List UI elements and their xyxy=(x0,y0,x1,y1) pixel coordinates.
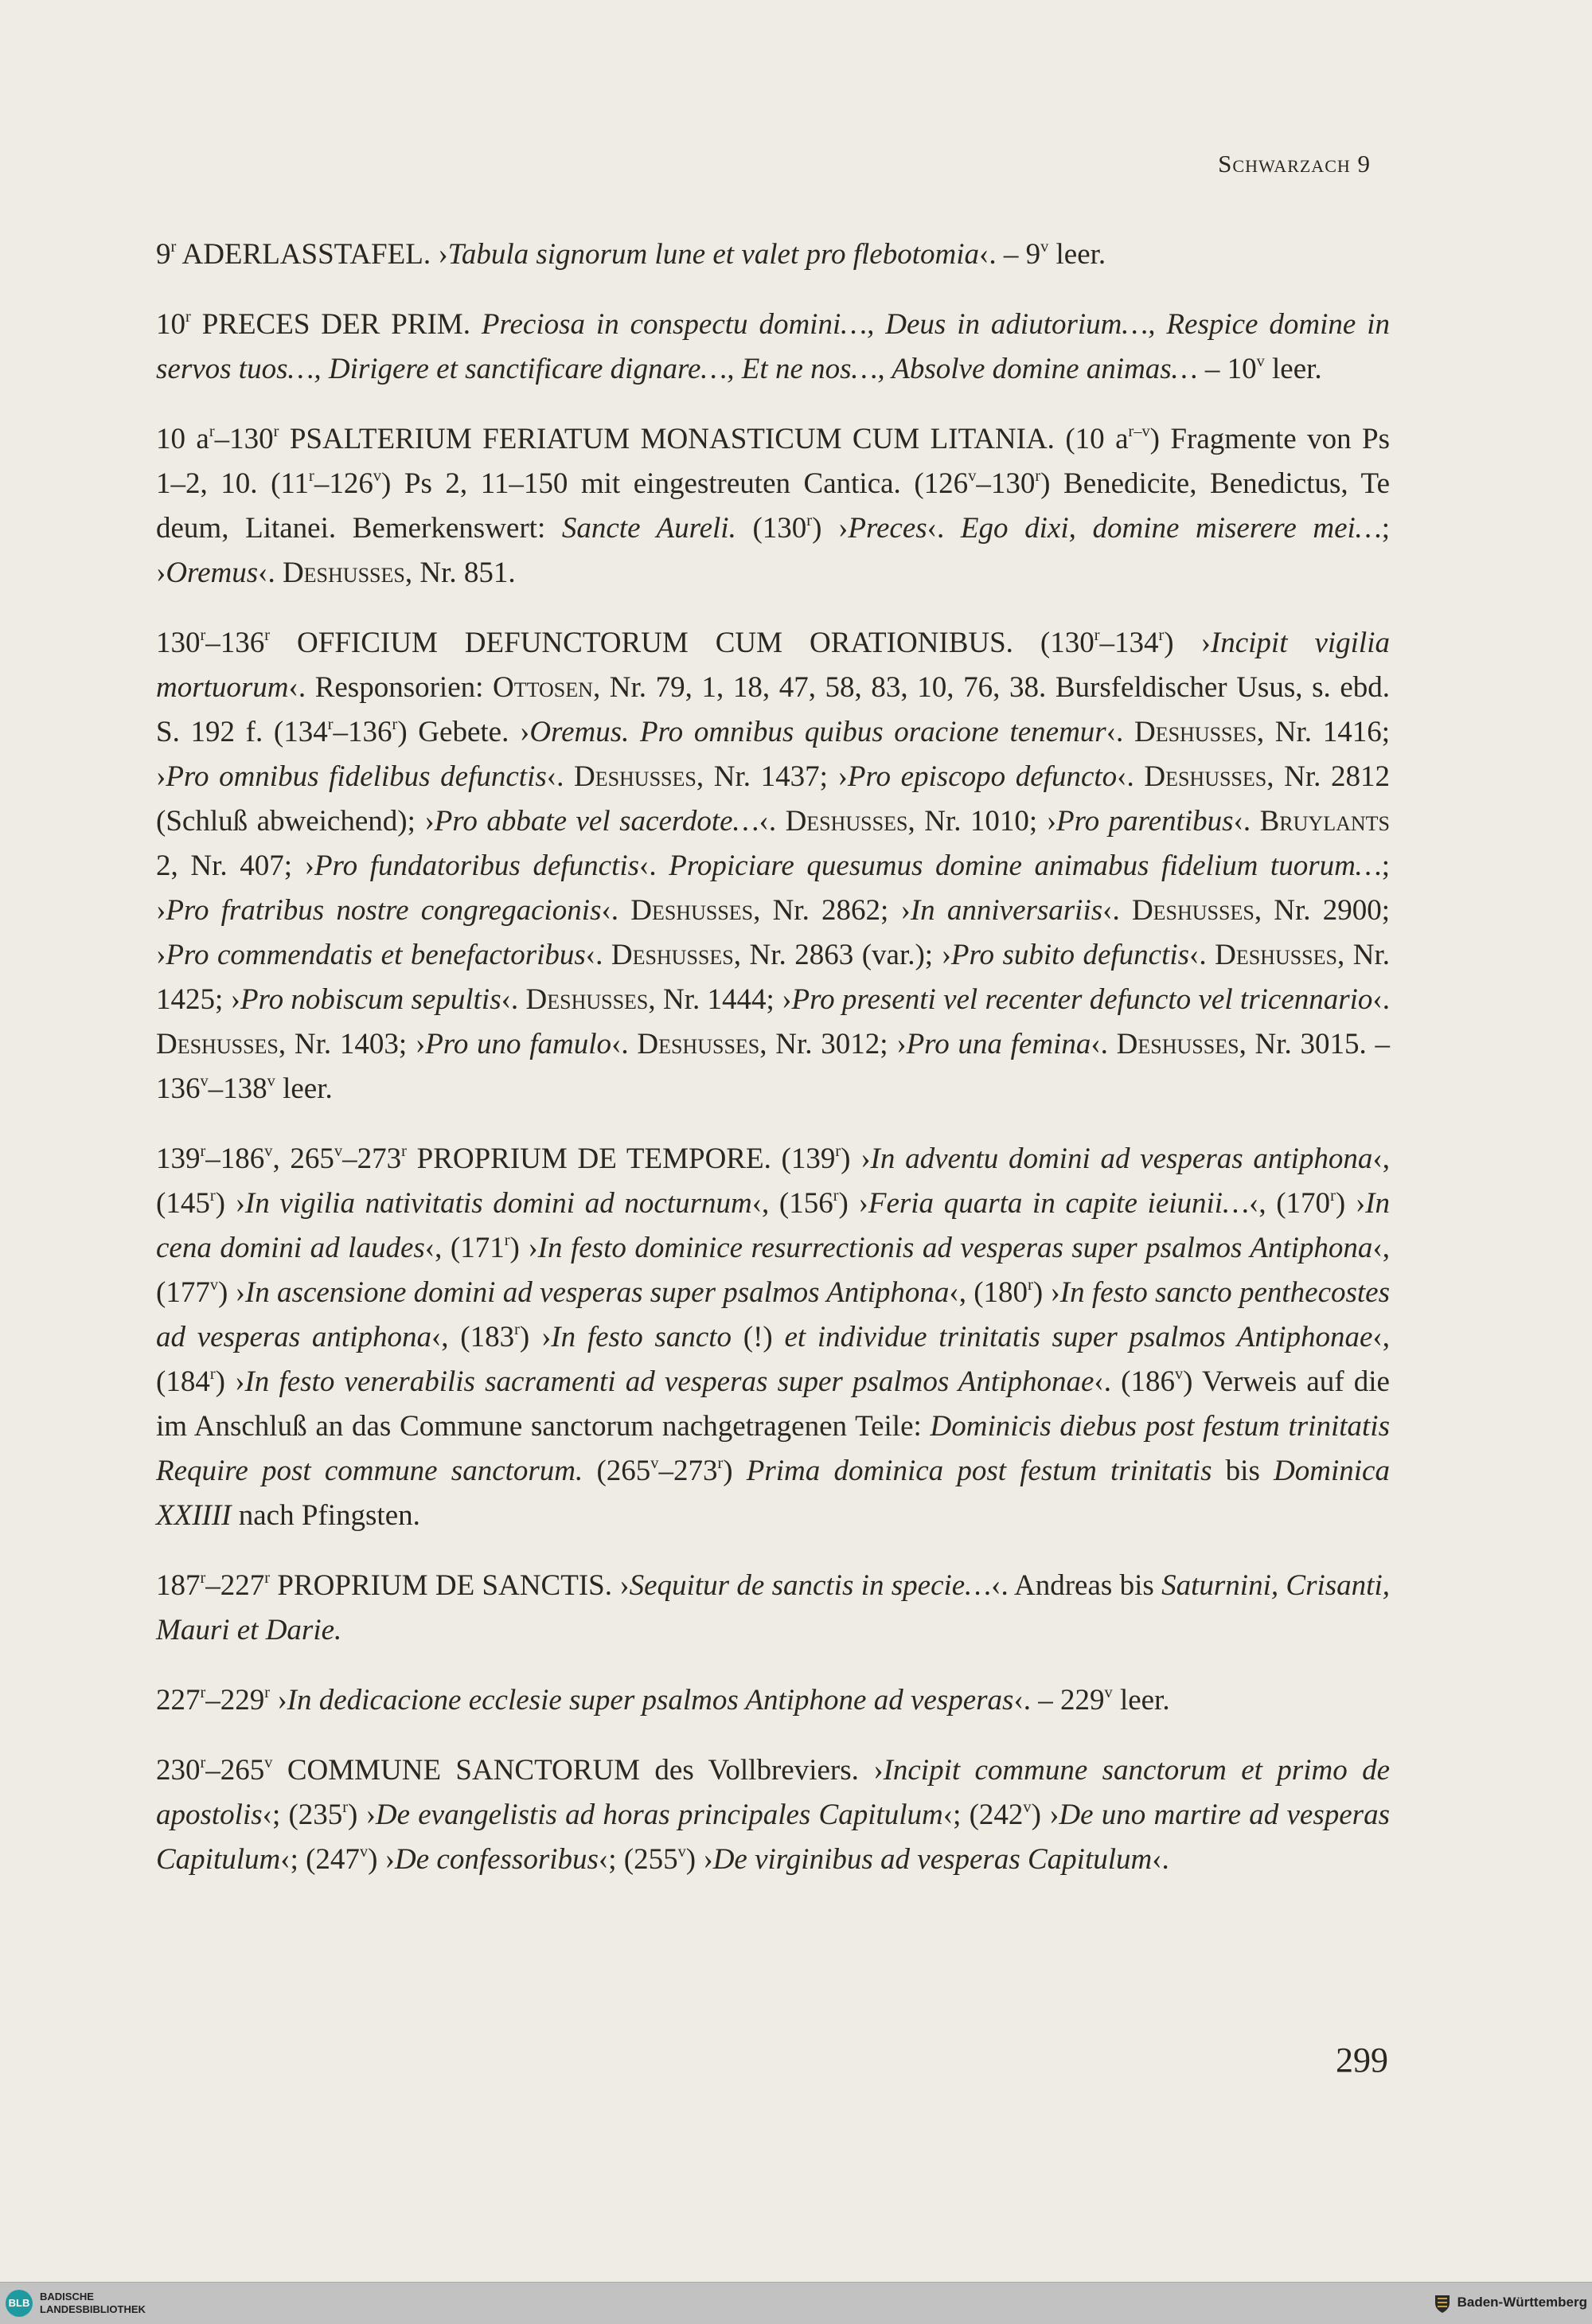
state-name[interactable]: Baden-Württemberg xyxy=(1457,2295,1587,2310)
library-name xyxy=(40,2291,146,2316)
footer-bar xyxy=(0,2282,1592,2324)
running-head: Schwarzach 9 xyxy=(1218,150,1371,178)
library-name-line1: BADISCHE xyxy=(40,2291,94,2303)
entry-psalterium: 10 $a^r-130^r$ PSALTERIUM FERIATUM MONASTICUM CUM LITANIA. (10 $a^{r-v}$) Fragmente von Ps 1–2, 10. (11$^r$–126$^v$) Ps 2, 11–150 mit eingestreuten Cantica. (126$^v$–130$^r$) Benedicite, Benedictus, Te deum, Litanei. Bemerkenswert: Sancte Aureli. (130$^r$) ›Preces‹. Ego dixi, domine miserere mei…; ›Oremus‹. Deshusses, Nr. 851. xyxy=(156,422,1390,589)
catalogue-text xyxy=(156,232,1390,1908)
entry-commune-sanctorum: 230$^r$–265$^v$ COMMUNE SANCTORUM des Vollbreviers. ›Incipit commune sanctorum et primo de apostolis‹; (235$^r$) ›De evangelistis ad horas principales Capitulum‹; (242$^v$) ›De uno martire ad vesperas Capitulum‹; (247$^v$) ›De confessoribus‹; (255$^v$) ›De virginibus ad vesperas Capitulum‹. xyxy=(156,1753,1390,1876)
lions-coat-of-arms-icon[interactable] xyxy=(1433,2293,1452,2314)
library-name-line2: LANDESBIBLIOTHEK xyxy=(40,2303,146,2315)
entry-proprium-de-tempore: 139$^r$–186$^v$, 265$^v$–273$^r$ PROPRIUM DE TEMPORE. (139$^r$) ›In adventu domini ad vesperas antiphona‹, (145$^r$) ›In vigilia nativitatis domini ad nocturnum‹, (156$^r$) ›Feria quarta in capite ieiunii…‹, (170$^r$) ›In cena domini ad laudes‹, (171$^r$) ›In festo dominice resurrectionis ad vesperas super psalmos Antiphona‹, (177$^v$) ›In ascensione domini ad vesperas super psalmos Antiphona‹, (180$^r$) ›In festo sancto penthecostes ad vesperas antiphona‹, (183$^r$) ›In festo sancto (!) et individue trinitatis super psalmos Antiphonae‹, (184$^r$) ›In festo venerabilis sacramenti ad vesperas super psalmos Antiphonae‹. (186$^v$) Verweis auf die im Anschluß an das Commune sanctorum nachgetragenen Teile: Dominicis diebus post festum trinitatis Require post commune sanctorum. (265$^v$–273$^r$) Prima dominica post festum trinitatis bis Dominica XXIIII nach Pfingsten. xyxy=(156,1142,1391,1532)
entry-preces-der-prim: 10$^r$ PRECES DER PRIM. Preciosa in conspectu domini…, Deus in adiutorium…, Respice domine in servos tuos…, Dirigere et sanctificare dignare…, Et ne nos…, Absolve domine animas… – 10$^v$ leer. xyxy=(156,307,1390,385)
entry-aderlasstafel: 9$^r$ ADERLASSTAFEL. ›Tabula signorum lune et valet pro flebotomia‹. – 9$^v$ leer. xyxy=(156,237,1106,271)
entry-officium-defunctorum: 130$^r$–136$^r$ OFFICIUM DEFUNCTORUM CUM ORATIONIBUS. (130$^r$–134$^r$) ›Incipit vigilia mortuorum‹. Responsorien: Ottosen, Nr. 79, 1, 18, 47, 58, 83, 10, 76, 38. Bursfeldischer Usus, s. ebd. S. 192 f. (134$^r$–136$^r$) Gebete. ›Oremus. Pro omnibus quibus oracione tenemur‹. Deshusses, Nr. 1416; ›Pro omnibus fidelibus defunctis‹. Deshusses, Nr. 1437; ›Pro episcopo defuncto‹. Deshusses, Nr. 2812 (Schluß abweichend); ›Pro abbate vel sacerdote…‹. Deshusses, Nr. 1010; ›Pro parentibus‹. Bruylants 2, Nr. 407; ›Pro fundatoribus defunctis‹. Propiciare quesumus domine animabus fidelium tuorum…; ›Pro fratribus nostre congregacionis‹. Deshusses, Nr. 2862; ›In anniversariis‹. Deshusses, Nr. 2900; ›Pro commendatis et benefactoribus‹. Deshusses, Nr. 2863 (var.); ›Pro subito defunctis‹. Deshusses, Nr. 1425; ›Pro nobiscum sepultis‹. Deshusses, Nr. 1444; ›Pro presenti vel recenter defuncto vel tricennario‹. Deshusses, Nr. 1403; ›Pro uno famulo‹. Deshusses, Nr. 3012; ›Pro una femina‹. Deshusses, Nr. 3015. – 136$^v$–138$^v$ leer. xyxy=(156,626,1391,1105)
entry-dedicacione-ecclesie: 227$^r$–229$^r$ ›In dedicacione ecclesie super psalmos Antiphone ad vesperas‹. – 229$^v$ leer. xyxy=(156,1683,1170,1717)
blb-logo-icon[interactable]: BLB xyxy=(6,2290,33,2317)
page-number: 299 xyxy=(1336,2041,1388,2080)
entry-proprium-de-sanctis: 187$^r$–227$^r$ PROPRIUM DE SANCTIS. ›Sequitur de sanctis in specie…‹. Andreas bis Saturnini, Crisanti, Mauri et Darie. xyxy=(156,1568,1390,1646)
